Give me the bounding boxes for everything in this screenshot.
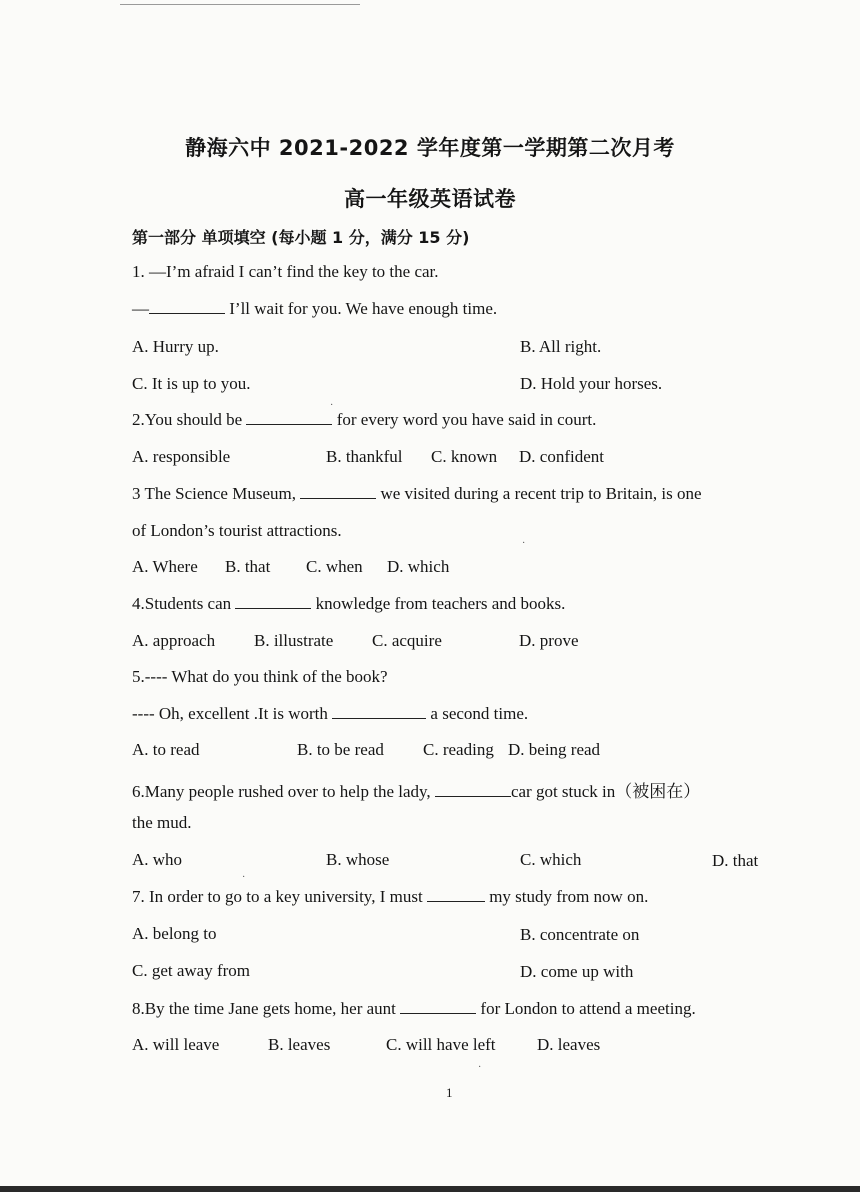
q5-option-a: A. to read <box>132 740 200 759</box>
answer-blank <box>246 410 332 425</box>
q8-option-b: B. leaves <box>268 1035 331 1054</box>
section-heading: 第一部分 单项填空 (每小题 1 分，满分 15 分) <box>132 228 470 247</box>
q5-option-d: D. being read <box>508 740 601 759</box>
q1-reply: — I’ll wait for you. We have enough time. <box>132 299 498 318</box>
q6-stem-continued: the mud. <box>132 813 192 832</box>
scan-speck: · <box>522 538 526 549</box>
q3-option-b: B. that <box>225 557 271 576</box>
page-number: 1 <box>446 1085 453 1100</box>
q6-option-d: D. that <box>712 851 759 870</box>
q8-stem: 8.By the time Jane gets home, her aunt for London to attend a meeting. <box>132 999 696 1018</box>
q8-option-d: D. leaves <box>537 1035 601 1054</box>
exam-title: 静海六中 2021-2022 学年度第一学期第二次月考 <box>185 136 675 160</box>
q3-stem-continued: of London’s tourist attractions. <box>132 521 342 540</box>
q1-option-c: C. It is up to you. <box>132 374 251 393</box>
answer-blank <box>149 299 225 314</box>
q7-option-d: D. come up with <box>520 962 634 981</box>
q5-stem: 5.---- What do you think of the book? <box>132 667 388 686</box>
scan-line <box>120 4 360 5</box>
q4-option-c: C. acquire <box>372 631 442 650</box>
scan-edge <box>0 1186 860 1192</box>
q1-option-d: D. Hold your horses. <box>520 374 663 393</box>
q8-option-a: A. will leave <box>132 1035 220 1054</box>
q2-option-c: C. known <box>431 447 498 466</box>
q7-stem: 7. In order to go to a key university, I must my study from now on. <box>132 887 649 906</box>
exam-subtitle: 高一年级英语试卷 <box>344 187 516 211</box>
q8-option-c: C. will have left <box>386 1035 496 1054</box>
q7-option-b: B. concentrate on <box>520 925 640 944</box>
answer-blank <box>400 999 476 1014</box>
q6-option-a: A. who <box>132 850 183 869</box>
answer-blank <box>427 887 485 902</box>
q5-reply: ---- Oh, excellent .It is worth a second time. <box>132 704 529 723</box>
q4-option-b: B. illustrate <box>254 631 334 650</box>
q6-option-b: B. whose <box>326 850 390 869</box>
q6-stem: 6.Many people rushed over to help the lady, car got stuck in（被困在） <box>132 782 701 801</box>
q7-option-c: C. get away from <box>132 961 251 980</box>
q2-option-d: D. confident <box>519 447 604 466</box>
scan-speck: · <box>478 1062 482 1073</box>
answer-blank <box>332 704 426 719</box>
q5-option-b: B. to be read <box>297 740 384 759</box>
answer-blank <box>435 782 511 797</box>
q6-option-c: C. which <box>520 850 582 869</box>
q3-stem: 3 The Science Museum, we visited during a recent trip to Britain, is one <box>132 484 702 503</box>
scan-speck: · <box>242 872 246 883</box>
q4-option-a: A. approach <box>132 631 216 650</box>
q4-option-d: D. prove <box>519 631 579 650</box>
scan-speck: · <box>330 400 334 411</box>
answer-blank <box>235 594 311 609</box>
q3-option-c: C. when <box>306 557 363 576</box>
q1-option-a: A. Hurry up. <box>132 337 219 356</box>
q4-stem: 4.Students can knowledge from teachers and books. <box>132 594 566 613</box>
q2-option-a: A. responsible <box>132 447 231 466</box>
q7-option-a: A. belong to <box>132 924 217 943</box>
q1-option-b: B. All right. <box>520 337 602 356</box>
q3-option-a: A. Where <box>132 557 198 576</box>
answer-blank <box>300 484 376 499</box>
q1-stem: 1. —I’m afraid I can’t find the key to the car. <box>132 262 439 281</box>
q2-stem: 2.You should be for every word you have said in court. <box>132 410 597 429</box>
q3-option-d: D. which <box>387 557 450 576</box>
q5-option-c: C. reading <box>423 740 494 759</box>
q2-option-b: B. thankful <box>326 447 403 466</box>
